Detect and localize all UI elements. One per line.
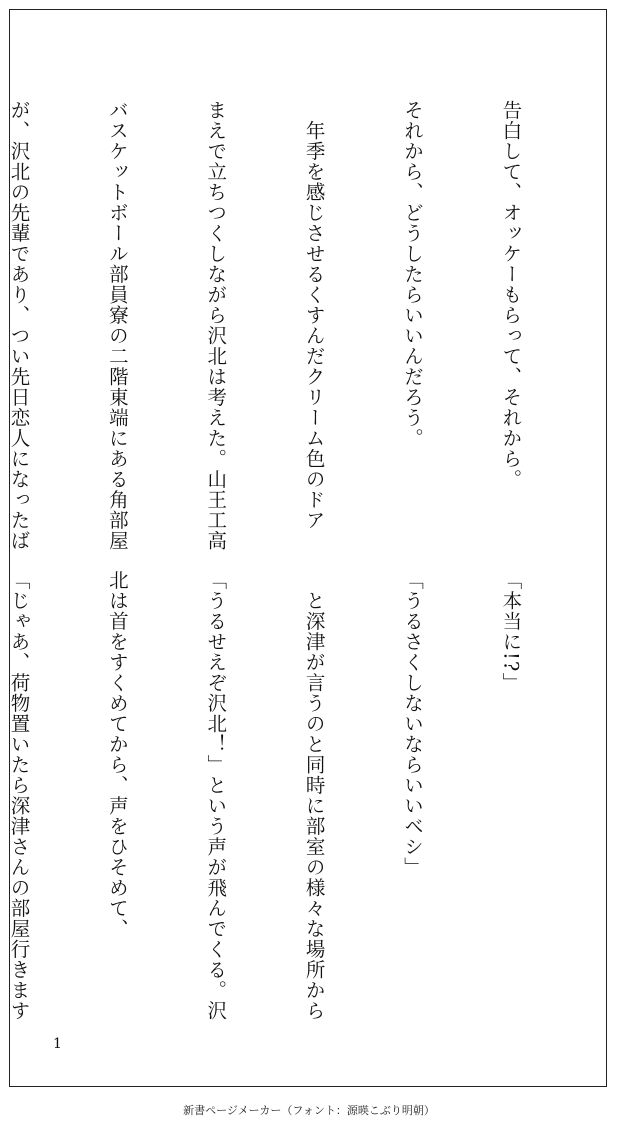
text-column: まえで立ちつくしながら沢北は考えた。山王工高 (204, 100, 228, 551)
text-column: 「うるせえぞ沢北！」という声が飛んでくる。沢 (204, 570, 228, 1021)
text-column: 年季を感じさせるくすんだクリーム色のドア (302, 100, 326, 531)
text-block-bottom (7, 570, 592, 1040)
text-column: が、沢北の先輩であり、つい先日恋人になったば (7, 100, 31, 551)
text-column: バスケットボール部員寮の二階東端にある角部屋 (105, 100, 129, 551)
page-number: 1 (53, 1036, 62, 1052)
text-column: 「本当に!?」 (499, 570, 523, 693)
text-column: 「じゃあ、荷物置いたら深津さんの部屋行きます (7, 570, 31, 1021)
text-column: と深津が言うのと同時に部室の様々な場所から (302, 570, 326, 1021)
text-column: 告白して、オッケーもらって、それから。 (499, 100, 523, 490)
text-block-top (7, 100, 592, 551)
text-column: 北は首をすくめてから、声をひそめて、 (105, 570, 129, 939)
text-column: それから、どうしたらいいんだろう。 (401, 100, 425, 449)
footer-caption: 新書ページメーカー（フォント：源暎こぶり明朝） (183, 1104, 435, 1117)
text-column: 「うるさくしないならいいベシ」 (401, 570, 425, 878)
